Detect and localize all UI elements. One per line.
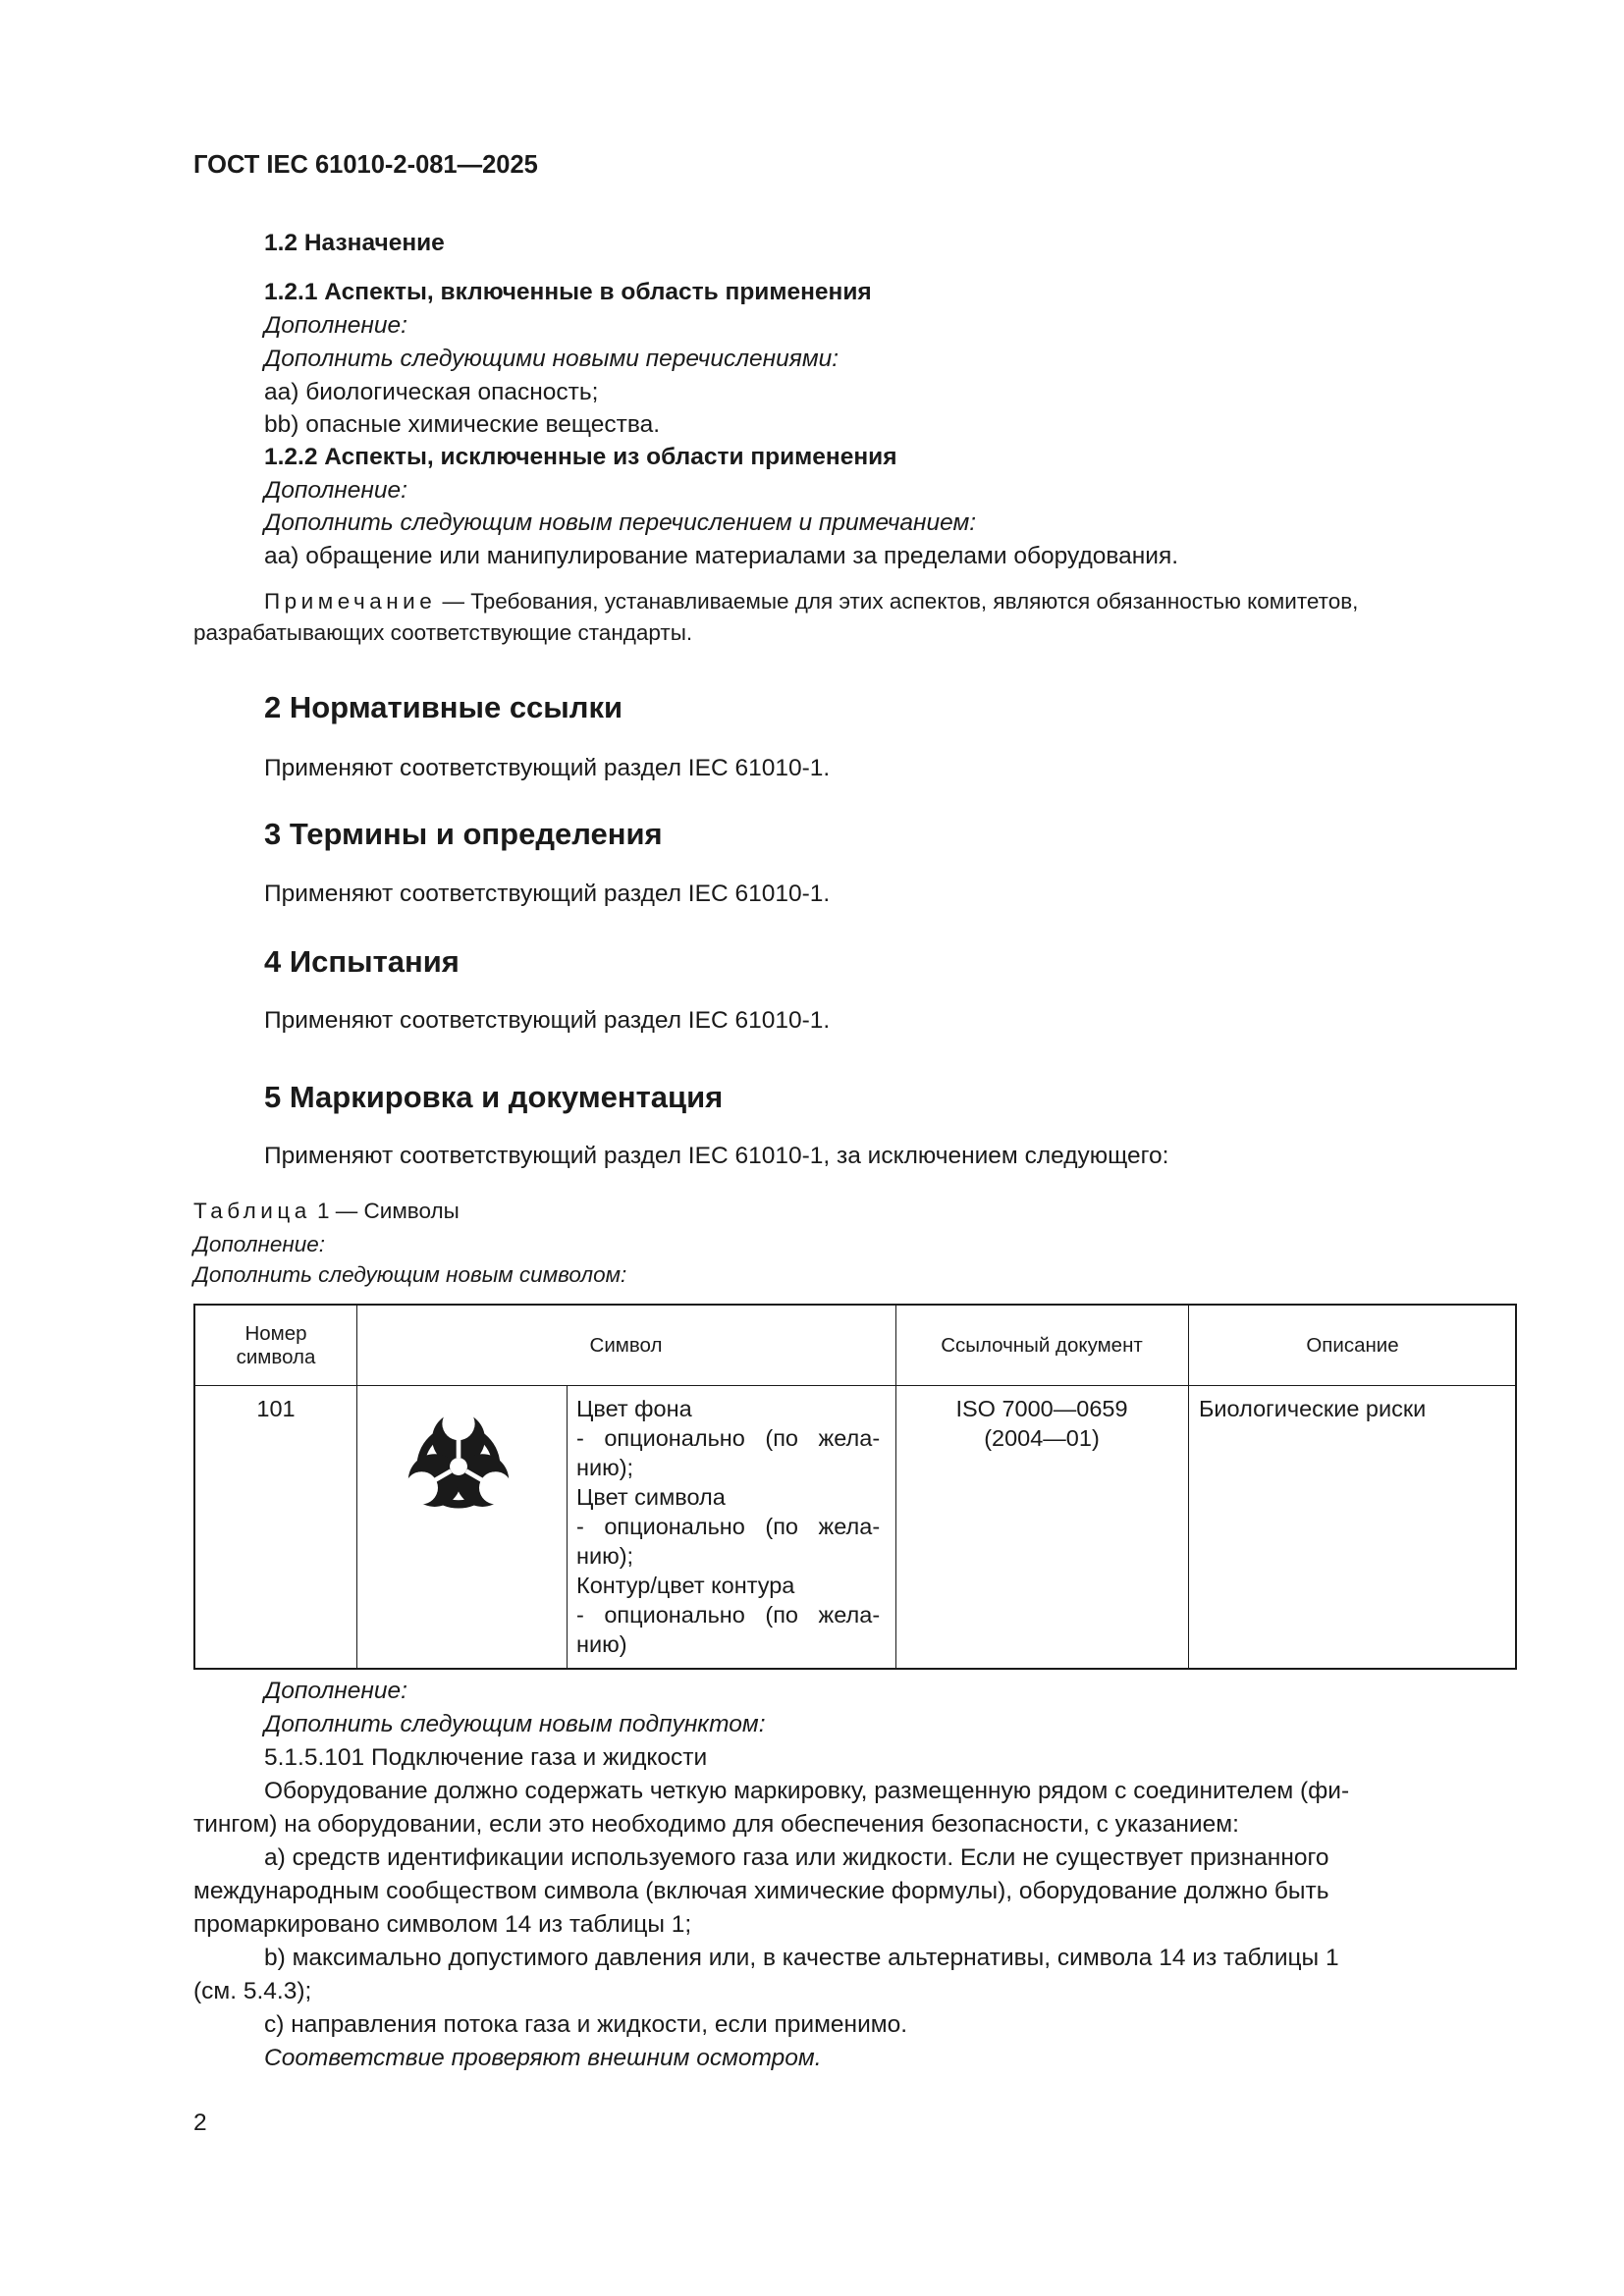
row-symbol-number: 101: [256, 1396, 296, 1421]
color-note-line: - опционально (по жела-: [576, 1514, 881, 1539]
addition-label: Дополнение:: [264, 477, 407, 504]
list-item-b: b) максимально допустимого давления или, в качестве альтернативы, символа 14 из таблицы 1: [264, 1945, 1339, 1971]
list-item-c: c) направления потока газа и жидкости, если применимо.: [264, 2011, 908, 2038]
color-note-line: - опционально (по жела-: [576, 1425, 881, 1451]
section-5-title: 5 Маркировка и документация: [264, 1080, 724, 1114]
column-divider: [356, 1306, 357, 1668]
reference-line1: ISO 7000—0659: [955, 1396, 1128, 1421]
symbols-table: [193, 1304, 1517, 1670]
symbol-color-notes: [576, 1394, 887, 1659]
table-caption: [193, 1198, 460, 1225]
reference-line2: (2004—01): [984, 1425, 1100, 1451]
header-symbol-number: [195, 1322, 356, 1369]
paragraph-line: Оборудование должно содержать четкую маркировку, размещенную рядом с соединителем (фи-: [264, 1778, 1350, 1804]
section-4-text: Применяют соответствующий раздел IEC 61010-1.: [264, 1007, 831, 1034]
column-divider: [567, 1386, 568, 1668]
color-note-line: Цвет символа: [576, 1484, 726, 1510]
section-1-2-1-title: 1.2.1 Аспекты, включенные в область применения: [264, 279, 872, 305]
table-addition-instruction: Дополнить следующим новым символом:: [193, 1262, 627, 1287]
header-divider: [195, 1385, 1515, 1386]
color-note-line: - опционально (по жела-: [576, 1602, 881, 1628]
row-reference: [895, 1394, 1188, 1453]
row-description: Биологические риски: [1199, 1396, 1427, 1421]
header-num-line2: символа: [236, 1346, 316, 1368]
list-item-bb: bb) опасные химические вещества.: [264, 411, 661, 438]
header-description: Описание: [1306, 1334, 1399, 1357]
color-note-line: Контур/цвет контура: [576, 1573, 795, 1598]
note-label: Примечание: [264, 589, 437, 614]
section-1-2-title: 1.2 Назначение: [264, 230, 445, 256]
document-code-header: ГОСТ IEC 61010-2-081—2025: [193, 151, 538, 179]
list-item-b-cont: (см. 5.4.3);: [193, 1978, 312, 2004]
section-3-text: Применяют соответствующий раздел IEC 61010-1.: [264, 881, 831, 907]
addition-instruction: Дополнить следующими новыми перечислениями:: [264, 346, 839, 372]
color-note-line: нию);: [576, 1455, 634, 1480]
column-divider: [895, 1306, 896, 1668]
compliance-statement: Соответствие проверяют внешним осмотром.: [264, 2045, 822, 2071]
addition-instruction: Дополнить следующим новым перечислением и примечанием:: [264, 509, 977, 536]
addition-label: Дополнение:: [264, 312, 407, 339]
header-reference: Ссылочный документ: [941, 1334, 1143, 1357]
section-1-2-2-title: 1.2.2 Аспекты, исключенные из области применения: [264, 444, 897, 470]
biohazard-icon-graphic: [396, 1404, 521, 1529]
header-num-line1: Номер: [244, 1322, 307, 1345]
list-item-a: a) средств идентификации используемого газа или жидкости. Если не существует признанного: [264, 1844, 1329, 1871]
section-4-title: 4 Испытания: [264, 944, 460, 979]
list-item-a-cont: международным сообществом символа (включая химические формулы), оборудование должно быть: [193, 1878, 1329, 1904]
addition-label: Дополнение:: [264, 1678, 407, 1704]
table-addition-label: Дополнение:: [193, 1232, 326, 1256]
biohazard-icon: [396, 1404, 521, 1529]
section-3-title: 3 Термины и определения: [264, 817, 663, 851]
color-note-line: Цвет фона: [576, 1396, 692, 1421]
color-note-line: нию);: [576, 1543, 634, 1569]
section-2-text: Применяют соответствующий раздел IEC 61010-1.: [264, 755, 831, 781]
page-number: 2: [193, 2109, 207, 2136]
list-item-aa: aa) биологическая опасность;: [264, 379, 599, 405]
table-caption-label: Таблица: [193, 1199, 311, 1223]
note-continuation: разрабатывающих соответствующие стандарты.: [193, 620, 693, 645]
list-item-a-cont: промаркировано символом 14 из таблицы 1;: [193, 1911, 692, 1938]
addition-instruction: Дополнить следующим новым подпунктом:: [264, 1711, 766, 1737]
section-2-title: 2 Нормативные ссылки: [264, 690, 623, 724]
subclause-title: 5.1.5.101 Подключение газа и жидкости: [264, 1744, 708, 1771]
column-divider: [1188, 1306, 1189, 1668]
table-caption-text: 1 — Символы: [310, 1199, 460, 1223]
note-text: — Требования, устанавливаемые для этих аспектов, являются обязанностью комитетов,: [436, 589, 1359, 614]
section-5-text: Применяют соответствующий раздел IEC 61010-1, за исключением следующего:: [264, 1143, 1169, 1169]
header-symbol: Символ: [589, 1334, 663, 1357]
note-line: [264, 588, 1358, 615]
color-note-line: нию): [576, 1631, 627, 1657]
list-item-aa: aa) обращение или манипулирование материалами за пределами оборудования.: [264, 543, 1179, 569]
paragraph-line: тингом) на оборудовании, если это необходимо для обеспечения безопасности, с указанием:: [193, 1811, 1239, 1838]
